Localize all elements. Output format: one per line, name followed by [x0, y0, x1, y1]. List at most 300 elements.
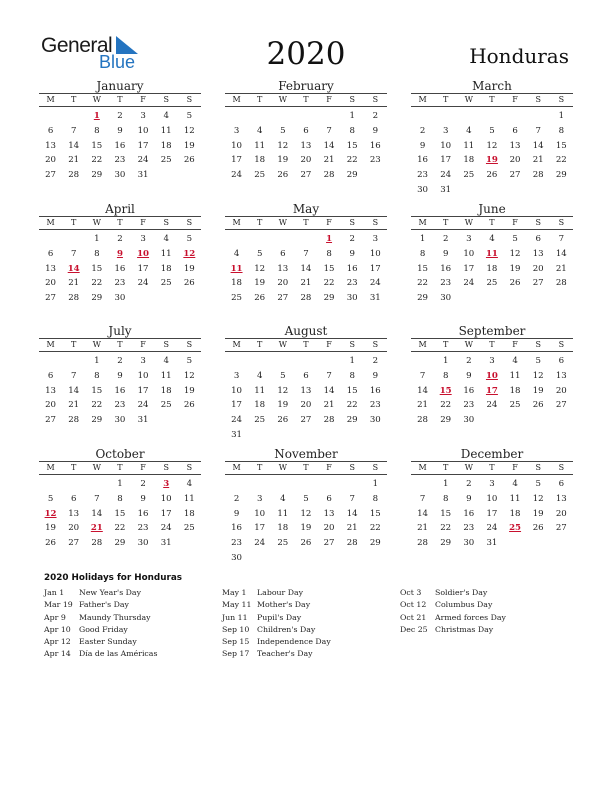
- day-cell: 14: [68, 140, 80, 151]
- day-cell: [62, 232, 85, 247]
- day-cell: 5: [489, 125, 495, 136]
- day-cell: 16: [417, 155, 429, 166]
- day-cell: 11: [509, 370, 521, 381]
- day-cell: 20: [45, 400, 57, 411]
- weekday-header: T: [303, 463, 309, 472]
- day-cell: 6: [47, 370, 54, 381]
- day-cell: 3: [442, 125, 449, 136]
- day-cell: 1: [558, 111, 565, 121]
- holiday-item: [44, 636, 157, 648]
- day-cell: [341, 551, 364, 566]
- day-cell: 14: [346, 508, 358, 519]
- day-cell: 4: [280, 493, 286, 504]
- day-cell: 12: [486, 140, 498, 151]
- week-row: [39, 354, 201, 369]
- day-cell: [504, 109, 527, 124]
- day-cell: 22: [440, 523, 452, 534]
- day-cell: 24: [440, 170, 452, 181]
- day-cell: 30: [463, 538, 475, 549]
- day-cell: 2: [466, 356, 472, 366]
- week-row: [225, 507, 387, 522]
- week-row: [225, 369, 387, 384]
- weekday-header: M: [46, 218, 55, 227]
- day-cell: 1: [94, 234, 100, 244]
- day-cell: 27: [45, 293, 57, 304]
- day-cell: 13: [68, 508, 80, 519]
- day-cell: 1: [94, 356, 100, 366]
- day-cell: 28: [91, 538, 103, 549]
- day-cell: 19: [183, 385, 195, 396]
- day-cell: 6: [326, 493, 332, 504]
- day-cell: 15: [91, 385, 103, 396]
- day-cell: [480, 291, 503, 306]
- day-cell: 30: [369, 415, 381, 426]
- week-row: [39, 232, 201, 247]
- day-cell: 29: [91, 170, 103, 181]
- week-row: [39, 109, 201, 124]
- holiday-day-cell: 21: [90, 523, 103, 534]
- logo-text-general: General: [41, 34, 113, 57]
- day-cell: 26: [532, 523, 544, 534]
- day-cell: 20: [277, 278, 289, 289]
- weekday-header: T: [71, 218, 77, 227]
- day-cell: 16: [137, 508, 149, 519]
- week-row: [39, 291, 201, 306]
- day-cell: 25: [254, 170, 266, 181]
- day-cell: 7: [535, 125, 541, 136]
- holiday-day-cell: 19: [485, 155, 498, 166]
- day-cell: 5: [47, 493, 54, 504]
- day-cell: [248, 354, 271, 369]
- week-row: [411, 262, 573, 277]
- day-cell: 8: [94, 370, 100, 381]
- week-row: [411, 354, 573, 369]
- day-cell: 11: [254, 385, 266, 396]
- day-cell: [248, 232, 271, 247]
- day-cell: 31: [440, 184, 452, 195]
- week-row: [39, 247, 201, 262]
- day-cell: 12: [277, 385, 289, 396]
- month-name: August: [284, 324, 328, 338]
- day-cell: 30: [137, 538, 149, 549]
- day-cell: 31: [369, 293, 381, 304]
- day-cell: 1: [349, 111, 355, 121]
- holiday-name: New Year's Day: [79, 588, 141, 597]
- weekday-header: S: [372, 340, 379, 349]
- weekday-header-row: [39, 93, 201, 107]
- day-cell: 15: [440, 508, 452, 519]
- day-cell: [504, 536, 527, 551]
- day-cell: 24: [137, 155, 149, 166]
- day-cell: 20: [45, 155, 57, 166]
- day-cell: 14: [417, 385, 429, 396]
- holiday-day-cell: 11: [485, 248, 498, 259]
- weekday-header: S: [349, 340, 355, 349]
- weekday-header: S: [349, 463, 355, 472]
- day-cell: 26: [486, 170, 498, 181]
- holiday-date: Apr 12: [44, 637, 71, 647]
- holiday-item: [222, 587, 331, 599]
- calendar-year: 2020: [266, 36, 346, 72]
- day-cell: 10: [486, 493, 498, 504]
- day-cell: 18: [486, 263, 498, 274]
- day-cell: 28: [68, 293, 80, 304]
- day-cell: 29: [417, 293, 429, 304]
- day-cell: 21: [68, 155, 80, 166]
- day-cell: [271, 477, 294, 492]
- day-cell: 19: [277, 155, 289, 166]
- weekday-header: S: [535, 340, 541, 349]
- weekday-header: F: [326, 95, 332, 104]
- day-cell: 21: [417, 523, 429, 534]
- weekday-header: T: [117, 218, 123, 227]
- day-cell: 14: [323, 140, 335, 151]
- week-row: [225, 109, 387, 124]
- day-cell: 18: [183, 508, 195, 519]
- day-cell: 11: [254, 140, 266, 151]
- day-cell: 10: [231, 140, 243, 151]
- weekday-header-row: [411, 216, 573, 230]
- day-cell: [480, 183, 503, 198]
- day-cell: [178, 291, 201, 306]
- day-cell: [39, 232, 62, 247]
- day-cell: 8: [94, 248, 100, 259]
- month-name: October: [95, 447, 145, 461]
- day-cell: 24: [137, 400, 149, 411]
- day-cell: 17: [254, 523, 266, 534]
- day-cell: 11: [183, 493, 195, 504]
- day-cell: 24: [160, 523, 172, 534]
- day-cell: [39, 477, 62, 492]
- day-cell: 28: [417, 538, 429, 549]
- weekday-header: M: [46, 340, 55, 349]
- day-cell: 28: [532, 170, 544, 181]
- day-cell: [434, 109, 457, 124]
- weekday-header-row: [39, 216, 201, 230]
- holiday-date: Mar 19: [44, 600, 73, 610]
- day-cell: 29: [91, 415, 103, 426]
- day-cell: 26: [45, 538, 57, 549]
- day-cell: 21: [323, 400, 335, 411]
- holiday-column: [222, 587, 331, 661]
- day-cell: 6: [47, 125, 54, 136]
- week-row: [39, 477, 201, 492]
- day-cell: 29: [114, 538, 126, 549]
- day-cell: 26: [300, 538, 312, 549]
- day-cell: 13: [300, 385, 312, 396]
- holiday-name: Independence Day: [257, 637, 331, 647]
- day-cell: 18: [254, 155, 266, 166]
- holiday-day-cell: 1: [93, 111, 100, 121]
- day-cell: 15: [114, 508, 126, 519]
- day-cell: 26: [277, 170, 289, 181]
- day-cell: 7: [419, 370, 426, 381]
- weekday-header: W: [92, 463, 101, 472]
- week-row: [225, 124, 387, 139]
- day-cell: 16: [369, 140, 381, 151]
- holiday-day-cell: 3: [163, 479, 170, 489]
- week-row: [411, 232, 573, 247]
- day-cell: 10: [463, 248, 475, 259]
- day-cell: 25: [254, 415, 266, 426]
- day-cell: 17: [369, 263, 381, 274]
- holiday-date: Jun 11: [222, 612, 248, 622]
- month-september: [411, 324, 573, 428]
- holiday-name: Father's Day: [79, 600, 129, 610]
- day-cell: 12: [254, 263, 266, 274]
- day-cell: 18: [509, 508, 521, 519]
- day-cell: [155, 291, 178, 306]
- week-row: [225, 521, 387, 536]
- day-cell: 24: [486, 400, 498, 411]
- day-cell: 12: [300, 508, 312, 519]
- holiday-name: Soldier's Day: [435, 588, 488, 597]
- day-cell: 8: [442, 493, 449, 504]
- day-cell: [294, 354, 317, 369]
- day-cell: 6: [47, 248, 54, 259]
- holiday-day-cell: 25: [509, 523, 522, 534]
- day-cell: 8: [372, 493, 379, 504]
- month-name: June: [478, 202, 506, 216]
- day-cell: [39, 354, 62, 369]
- day-cell: 23: [463, 523, 475, 534]
- month-january: [39, 79, 201, 183]
- day-cell: 21: [68, 278, 80, 289]
- day-cell: 12: [532, 493, 544, 504]
- weekday-header: S: [163, 218, 169, 227]
- holiday-item: [222, 636, 331, 648]
- day-cell: 27: [509, 170, 521, 181]
- day-cell: 14: [532, 140, 544, 151]
- day-cell: 9: [117, 370, 123, 381]
- day-cell: 13: [45, 385, 57, 396]
- day-cell: 22: [91, 400, 103, 411]
- holiday-name: Easter Sunday: [79, 637, 137, 647]
- day-cell: 25: [160, 278, 172, 289]
- weekday-header: T: [303, 218, 309, 227]
- day-cell: 27: [300, 170, 312, 181]
- week-row: [225, 492, 387, 507]
- day-cell: 15: [346, 140, 358, 151]
- day-cell: 7: [70, 370, 77, 381]
- week-row: [225, 153, 387, 168]
- weekday-header: M: [46, 463, 55, 472]
- day-cell: 4: [256, 125, 263, 136]
- day-cell: 25: [486, 278, 498, 289]
- day-cell: 13: [509, 140, 521, 151]
- day-cell: 11: [463, 140, 475, 151]
- day-cell: 21: [532, 155, 544, 166]
- holiday-item: [222, 648, 331, 660]
- day-cell: 4: [233, 248, 240, 259]
- day-cell: 17: [137, 140, 149, 151]
- day-cell: [85, 477, 108, 492]
- day-cell: 7: [558, 234, 565, 244]
- day-cell: 3: [256, 493, 263, 504]
- day-cell: 9: [466, 370, 472, 381]
- week-row: [39, 398, 201, 413]
- day-cell: 9: [419, 140, 426, 151]
- week-row: [411, 139, 573, 154]
- day-cell: 19: [254, 278, 266, 289]
- day-cell: [527, 536, 550, 551]
- day-cell: 24: [231, 170, 243, 181]
- day-cell: [411, 109, 434, 124]
- day-cell: [364, 551, 387, 566]
- day-cell: 11: [160, 125, 172, 136]
- day-cell: 20: [555, 508, 567, 519]
- logo: [41, 34, 151, 74]
- month-name: September: [458, 324, 526, 338]
- day-cell: [62, 477, 85, 492]
- month-name: January: [96, 79, 144, 93]
- day-cell: 29: [346, 170, 358, 181]
- week-row: [39, 413, 201, 428]
- day-cell: 2: [466, 479, 472, 489]
- day-cell: [248, 477, 271, 492]
- day-cell: 27: [45, 415, 57, 426]
- day-cell: 13: [300, 140, 312, 151]
- holiday-date: Sep 15: [222, 637, 250, 647]
- day-cell: 13: [555, 370, 567, 381]
- day-cell: 27: [532, 278, 544, 289]
- week-row: [225, 139, 387, 154]
- month-february: [225, 79, 387, 183]
- day-cell: 3: [140, 356, 146, 366]
- day-cell: 17: [137, 263, 149, 274]
- month-may: [225, 202, 387, 306]
- day-cell: 30: [231, 552, 243, 563]
- day-cell: 23: [463, 400, 475, 411]
- day-cell: 26: [277, 415, 289, 426]
- holiday-day-cell: 10: [137, 248, 150, 259]
- day-cell: 6: [303, 125, 309, 136]
- holiday-date: Apr 10: [44, 624, 71, 634]
- holiday-date: Oct 3: [400, 588, 422, 597]
- day-cell: [318, 551, 341, 566]
- week-row: [39, 124, 201, 139]
- day-cell: 10: [254, 508, 266, 519]
- holiday-day-cell: 10: [485, 370, 498, 381]
- month-name: March: [472, 79, 512, 93]
- day-cell: 9: [442, 248, 449, 259]
- weekday-header: S: [163, 95, 169, 104]
- weekday-header: S: [558, 95, 565, 104]
- day-cell: 24: [486, 523, 498, 534]
- day-cell: 21: [300, 278, 312, 289]
- week-row: [225, 536, 387, 551]
- day-cell: 5: [186, 234, 193, 244]
- month-november: [225, 447, 387, 566]
- weekday-header: T: [71, 95, 77, 104]
- day-cell: 24: [369, 278, 381, 289]
- weekday-header: W: [464, 95, 473, 104]
- day-cell: 24: [463, 278, 475, 289]
- holiday-item: [44, 624, 157, 636]
- day-cell: 26: [254, 293, 266, 304]
- holiday-name: Columbus Day: [435, 600, 493, 610]
- day-cell: 2: [442, 234, 449, 244]
- day-cell: 27: [555, 523, 567, 534]
- day-cell: 23: [417, 170, 429, 181]
- day-cell: 29: [91, 293, 103, 304]
- holiday-date: Sep 17: [222, 649, 250, 659]
- holiday-name: Maundy Thursday: [79, 612, 151, 622]
- holiday-date: Sep 10: [222, 624, 250, 634]
- month-name: April: [105, 202, 135, 216]
- day-cell: 13: [45, 140, 57, 151]
- weekday-header: F: [326, 218, 332, 227]
- weekday-header: S: [558, 340, 565, 349]
- day-cell: [225, 354, 248, 369]
- holiday-day-cell: 9: [116, 248, 123, 259]
- day-cell: 20: [509, 155, 521, 166]
- day-cell: 24: [254, 538, 266, 549]
- day-cell: 31: [137, 415, 149, 426]
- day-cell: 22: [346, 400, 358, 411]
- week-row: [39, 276, 201, 291]
- day-cell: 5: [186, 356, 193, 366]
- day-cell: 2: [349, 234, 355, 244]
- day-cell: 19: [532, 385, 544, 396]
- day-cell: 17: [231, 400, 243, 411]
- weekday-header: T: [489, 463, 495, 472]
- day-cell: 5: [535, 356, 541, 366]
- day-cell: 13: [555, 493, 567, 504]
- weekday-header: S: [372, 463, 379, 472]
- weekday-header: M: [418, 463, 427, 472]
- day-cell: 14: [68, 385, 80, 396]
- day-cell: 19: [183, 140, 195, 151]
- day-cell: 17: [160, 508, 172, 519]
- day-cell: 15: [555, 140, 567, 151]
- day-cell: 4: [163, 234, 169, 244]
- day-cell: [271, 354, 294, 369]
- weekday-header: S: [186, 463, 193, 472]
- day-cell: 25: [463, 170, 475, 181]
- day-cell: 3: [140, 234, 146, 244]
- day-cell: [457, 109, 480, 124]
- week-row: [411, 109, 573, 124]
- day-cell: [248, 109, 271, 124]
- week-row: [225, 428, 387, 443]
- holiday-date: Dec 25: [400, 624, 428, 634]
- weekday-header-row: [411, 338, 573, 352]
- weekday-header: M: [418, 340, 427, 349]
- weekday-header: T: [443, 340, 449, 349]
- day-cell: 7: [349, 493, 355, 504]
- month-october: [39, 447, 201, 551]
- month-december: [411, 447, 573, 551]
- week-row: [411, 413, 573, 428]
- week-row: [411, 507, 573, 522]
- day-cell: 28: [555, 278, 567, 289]
- weekday-header: W: [92, 218, 101, 227]
- day-cell: 3: [233, 370, 240, 381]
- holiday-item: [44, 599, 157, 611]
- day-cell: 4: [186, 479, 193, 489]
- day-cell: [225, 477, 248, 492]
- day-cell: 26: [183, 400, 195, 411]
- day-cell: 3: [233, 125, 240, 136]
- day-cell: 28: [300, 293, 312, 304]
- weekday-header: T: [257, 95, 263, 104]
- day-cell: [364, 168, 387, 183]
- day-cell: 6: [280, 248, 286, 259]
- week-row: [225, 384, 387, 399]
- day-cell: 22: [369, 523, 381, 534]
- day-cell: 28: [417, 415, 429, 426]
